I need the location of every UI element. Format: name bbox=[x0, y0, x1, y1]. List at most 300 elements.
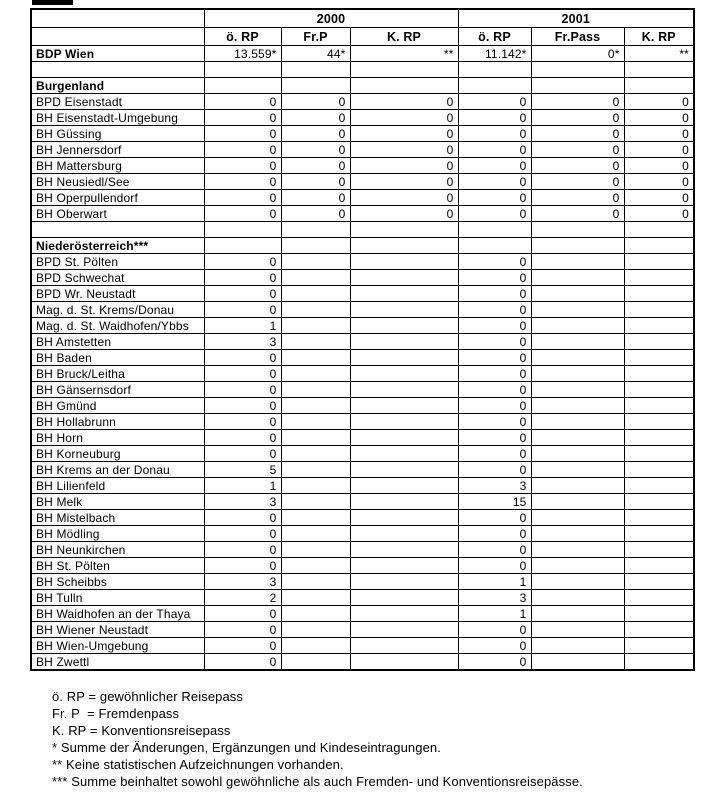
value-cell bbox=[281, 590, 350, 606]
value-cell: 0 bbox=[458, 382, 531, 398]
value-cell: 0 bbox=[531, 190, 624, 206]
value-cell bbox=[281, 350, 350, 366]
value-cell bbox=[281, 302, 350, 318]
value-cell bbox=[624, 238, 694, 254]
value-cell: 0 bbox=[624, 94, 694, 110]
row-label: BH Bruck/Leitha bbox=[31, 366, 204, 382]
year-header-row bbox=[31, 9, 694, 28]
value-cell: 0 bbox=[281, 126, 350, 142]
table-row bbox=[31, 206, 694, 222]
value-cell bbox=[350, 238, 458, 254]
value-cell bbox=[281, 334, 350, 350]
value-cell: 0 bbox=[531, 94, 624, 110]
value-cell bbox=[350, 366, 458, 382]
value-cell: 0 bbox=[204, 270, 281, 286]
value-cell: 0 bbox=[350, 190, 458, 206]
value-cell bbox=[624, 494, 694, 510]
value-cell bbox=[350, 318, 458, 334]
value-cell bbox=[281, 222, 350, 238]
value-cell: 0 bbox=[281, 142, 350, 158]
table-row bbox=[31, 334, 694, 350]
value-cell bbox=[281, 638, 350, 654]
row-label: Mag. d. St. Waidhofen/Ybbs bbox=[31, 318, 204, 334]
spacer-row bbox=[31, 62, 694, 78]
value-cell: 0 bbox=[624, 158, 694, 174]
value-cell bbox=[531, 350, 624, 366]
row-label: BH Eisenstadt-Umgebung bbox=[31, 110, 204, 126]
row-label: BH Oberwart bbox=[31, 206, 204, 222]
value-cell bbox=[281, 622, 350, 638]
column-header: Fr.Pass bbox=[531, 28, 624, 46]
table-row bbox=[31, 302, 694, 318]
row-label: BH Neusiedl/See bbox=[31, 174, 204, 190]
table-row bbox=[31, 478, 694, 494]
value-cell bbox=[624, 270, 694, 286]
value-cell: 0 bbox=[204, 558, 281, 574]
table-row bbox=[31, 654, 694, 671]
value-cell bbox=[531, 526, 624, 542]
value-cell bbox=[350, 622, 458, 638]
table-row bbox=[31, 606, 694, 622]
value-cell: 3 bbox=[204, 494, 281, 510]
row-label: BH Korneuburg bbox=[31, 446, 204, 462]
row-label: BH Wiener Neustadt bbox=[31, 622, 204, 638]
value-cell bbox=[204, 222, 281, 238]
value-cell: 3 bbox=[458, 478, 531, 494]
value-cell bbox=[350, 382, 458, 398]
value-cell: 0 bbox=[531, 158, 624, 174]
value-cell: 0 bbox=[531, 174, 624, 190]
value-cell bbox=[624, 638, 694, 654]
value-cell bbox=[350, 494, 458, 510]
value-cell: 0 bbox=[458, 110, 531, 126]
table-row bbox=[31, 174, 694, 190]
value-cell: 0 bbox=[624, 174, 694, 190]
value-cell bbox=[531, 414, 624, 430]
value-cell bbox=[350, 78, 458, 94]
corner-cell bbox=[31, 28, 204, 46]
value-cell bbox=[624, 462, 694, 478]
value-cell: 0 bbox=[204, 126, 281, 142]
value-cell: 0 bbox=[204, 206, 281, 222]
value-cell: 0 bbox=[350, 142, 458, 158]
value-cell bbox=[531, 574, 624, 590]
value-cell bbox=[624, 574, 694, 590]
value-cell bbox=[624, 414, 694, 430]
value-cell bbox=[281, 398, 350, 414]
value-cell: 0 bbox=[458, 286, 531, 302]
value-cell: 0 bbox=[624, 110, 694, 126]
value-cell bbox=[624, 478, 694, 494]
table-row bbox=[31, 462, 694, 478]
value-cell bbox=[350, 270, 458, 286]
value-cell bbox=[350, 350, 458, 366]
table-row bbox=[31, 574, 694, 590]
value-cell bbox=[204, 62, 281, 78]
footnote-line: Fr. P = Fremdenpass bbox=[52, 706, 180, 721]
value-cell: 0 bbox=[204, 94, 281, 110]
value-cell bbox=[531, 270, 624, 286]
value-cell bbox=[350, 478, 458, 494]
value-cell: 0 bbox=[458, 654, 531, 671]
value-cell bbox=[624, 446, 694, 462]
value-cell bbox=[624, 510, 694, 526]
value-cell bbox=[281, 414, 350, 430]
value-cell: 0 bbox=[204, 350, 281, 366]
value-cell: 0 bbox=[204, 606, 281, 622]
section-row bbox=[31, 78, 694, 94]
value-cell bbox=[624, 430, 694, 446]
value-cell bbox=[458, 62, 531, 78]
value-cell: 0 bbox=[350, 206, 458, 222]
value-cell: 0 bbox=[458, 398, 531, 414]
value-cell bbox=[531, 238, 624, 254]
value-cell bbox=[281, 542, 350, 558]
value-cell bbox=[531, 478, 624, 494]
value-cell bbox=[350, 302, 458, 318]
value-cell: 13.559* bbox=[204, 46, 281, 62]
value-cell: 44* bbox=[281, 46, 350, 62]
value-cell bbox=[281, 478, 350, 494]
value-cell bbox=[281, 286, 350, 302]
value-cell: 0 bbox=[458, 190, 531, 206]
row-label: BH Güssing bbox=[31, 126, 204, 142]
row-label: BH Tulln bbox=[31, 590, 204, 606]
value-cell: 0 bbox=[458, 638, 531, 654]
value-cell: 0 bbox=[458, 334, 531, 350]
value-cell bbox=[350, 558, 458, 574]
value-cell: 0 bbox=[281, 158, 350, 174]
value-cell bbox=[204, 238, 281, 254]
value-cell: 11.142* bbox=[458, 46, 531, 62]
column-header-row bbox=[31, 28, 694, 46]
row-label: BH Melk bbox=[31, 494, 204, 510]
table-row bbox=[31, 590, 694, 606]
value-cell: 3 bbox=[458, 590, 531, 606]
value-cell bbox=[531, 62, 624, 78]
row-label: BPD St. Pölten bbox=[31, 254, 204, 270]
value-cell: 15 bbox=[458, 494, 531, 510]
table-row bbox=[31, 494, 694, 510]
value-cell bbox=[281, 78, 350, 94]
value-cell: 0 bbox=[458, 622, 531, 638]
value-cell bbox=[531, 318, 624, 334]
value-cell bbox=[624, 334, 694, 350]
value-cell: 0 bbox=[204, 398, 281, 414]
footnote-line: * Summe der Änderungen, Ergänzungen und Kindeseintragungen. bbox=[52, 740, 441, 755]
year-header-2000: 2000 bbox=[204, 9, 458, 28]
value-cell bbox=[281, 558, 350, 574]
row-label: BH Neunkirchen bbox=[31, 542, 204, 558]
value-cell: 0 bbox=[458, 126, 531, 142]
value-cell bbox=[350, 286, 458, 302]
table-row bbox=[31, 142, 694, 158]
value-cell: 0 bbox=[204, 286, 281, 302]
table-row bbox=[31, 622, 694, 638]
footnote-line: K. RP = Konventionsreisepass bbox=[52, 723, 231, 738]
value-cell: 0 bbox=[458, 526, 531, 542]
value-cell: 5 bbox=[204, 462, 281, 478]
table-row bbox=[31, 350, 694, 366]
value-cell: 0 bbox=[204, 430, 281, 446]
value-cell bbox=[624, 590, 694, 606]
value-cell: 0 bbox=[281, 110, 350, 126]
value-cell: 0 bbox=[624, 206, 694, 222]
row-label: BH Scheibbs bbox=[31, 574, 204, 590]
table-row bbox=[31, 430, 694, 446]
value-cell bbox=[531, 462, 624, 478]
value-cell bbox=[281, 238, 350, 254]
value-cell: 1 bbox=[204, 318, 281, 334]
value-cell: 0 bbox=[350, 94, 458, 110]
value-cell: 0 bbox=[531, 142, 624, 158]
table-row bbox=[31, 94, 694, 110]
value-cell bbox=[350, 62, 458, 78]
value-cell bbox=[350, 606, 458, 622]
value-cell: 0 bbox=[204, 622, 281, 638]
row-label: BH Operpullendorf bbox=[31, 190, 204, 206]
column-header: K. RP bbox=[624, 28, 694, 46]
value-cell bbox=[531, 366, 624, 382]
value-cell: 0 bbox=[531, 110, 624, 126]
value-cell bbox=[350, 334, 458, 350]
column-header: Fr.P bbox=[281, 28, 350, 46]
value-cell bbox=[624, 286, 694, 302]
value-cell bbox=[624, 366, 694, 382]
value-cell bbox=[531, 446, 624, 462]
table-row bbox=[31, 398, 694, 414]
value-cell bbox=[624, 222, 694, 238]
value-cell: 0 bbox=[281, 174, 350, 190]
value-cell bbox=[531, 382, 624, 398]
value-cell: 0 bbox=[458, 158, 531, 174]
table-row bbox=[31, 382, 694, 398]
corner-cell bbox=[31, 9, 204, 28]
value-cell: 0 bbox=[458, 142, 531, 158]
table-row bbox=[31, 446, 694, 462]
value-cell: 1 bbox=[458, 606, 531, 622]
row-label: BPD Wr. Neustadt bbox=[31, 286, 204, 302]
value-cell bbox=[350, 222, 458, 238]
value-cell bbox=[204, 78, 281, 94]
value-cell: 0 bbox=[458, 366, 531, 382]
row-label: BH Lilienfeld bbox=[31, 478, 204, 494]
row-label: BH Mattersburg bbox=[31, 158, 204, 174]
value-cell bbox=[350, 542, 458, 558]
value-cell bbox=[531, 558, 624, 574]
footnote-line: ö. RP = gewöhnlicher Reisepass bbox=[52, 689, 244, 704]
column-header: ö. RP bbox=[458, 28, 531, 46]
row-label: BH Hollabrunn bbox=[31, 414, 204, 430]
row-label: Burgenland bbox=[31, 78, 204, 94]
value-cell bbox=[281, 526, 350, 542]
value-cell: 0 bbox=[350, 158, 458, 174]
row-label: BH Gänsernsdorf bbox=[31, 382, 204, 398]
value-cell bbox=[458, 238, 531, 254]
value-cell: 3 bbox=[204, 574, 281, 590]
value-cell: 0 bbox=[458, 270, 531, 286]
value-cell: 0 bbox=[204, 382, 281, 398]
table-row bbox=[31, 558, 694, 574]
value-cell: 0 bbox=[458, 350, 531, 366]
value-cell bbox=[624, 318, 694, 334]
value-cell bbox=[624, 382, 694, 398]
value-cell: 0 bbox=[458, 302, 531, 318]
value-cell: 0 bbox=[204, 302, 281, 318]
value-cell: 0 bbox=[458, 462, 531, 478]
value-cell: 0 bbox=[458, 94, 531, 110]
row-label: BH Zwettl bbox=[31, 654, 204, 671]
value-cell: 0 bbox=[204, 190, 281, 206]
value-cell: 0 bbox=[458, 558, 531, 574]
value-cell bbox=[624, 606, 694, 622]
value-cell bbox=[281, 446, 350, 462]
value-cell bbox=[531, 606, 624, 622]
value-cell bbox=[458, 78, 531, 94]
value-cell bbox=[281, 430, 350, 446]
value-cell: ** bbox=[350, 46, 458, 62]
value-cell bbox=[350, 590, 458, 606]
column-header: ö. RP bbox=[204, 28, 281, 46]
value-cell: 0 bbox=[204, 654, 281, 671]
value-cell: 0 bbox=[204, 446, 281, 462]
table-row bbox=[31, 366, 694, 382]
value-cell bbox=[624, 558, 694, 574]
value-cell bbox=[624, 78, 694, 94]
row-label: Mag. d. St. Krems/Donau bbox=[31, 302, 204, 318]
value-cell: 1 bbox=[204, 478, 281, 494]
value-cell: 0 bbox=[204, 142, 281, 158]
value-cell bbox=[531, 494, 624, 510]
table-row bbox=[31, 270, 694, 286]
passport-statistics-table bbox=[30, 8, 695, 671]
row-label: BH St. Pölten bbox=[31, 558, 204, 574]
value-cell: 0* bbox=[531, 46, 624, 62]
row-label: BH Horn bbox=[31, 430, 204, 446]
value-cell bbox=[281, 654, 350, 671]
column-header: K. RP bbox=[350, 28, 458, 46]
row-label: BH Wien-Umgebung bbox=[31, 638, 204, 654]
value-cell bbox=[624, 398, 694, 414]
value-cell bbox=[281, 510, 350, 526]
row-label: BH Baden bbox=[31, 350, 204, 366]
value-cell: 0 bbox=[458, 254, 531, 270]
value-cell bbox=[531, 254, 624, 270]
table-row bbox=[31, 318, 694, 334]
value-cell bbox=[531, 638, 624, 654]
value-cell: 0 bbox=[531, 206, 624, 222]
row-label: BH Jennersdorf bbox=[31, 142, 204, 158]
table-body bbox=[31, 46, 694, 671]
row-label: BPD Eisenstadt bbox=[31, 94, 204, 110]
value-cell bbox=[350, 638, 458, 654]
row-label: BH Waidhofen an der Thaya bbox=[31, 606, 204, 622]
scan-artifact bbox=[32, 0, 73, 5]
value-cell: 0 bbox=[204, 254, 281, 270]
value-cell bbox=[350, 462, 458, 478]
value-cell bbox=[531, 542, 624, 558]
value-cell: 0 bbox=[458, 174, 531, 190]
value-cell bbox=[624, 62, 694, 78]
value-cell bbox=[531, 222, 624, 238]
value-cell: 0 bbox=[204, 526, 281, 542]
value-cell bbox=[350, 446, 458, 462]
footnotes bbox=[52, 688, 583, 790]
value-cell bbox=[458, 222, 531, 238]
value-cell bbox=[531, 430, 624, 446]
value-cell bbox=[624, 622, 694, 638]
value-cell bbox=[281, 462, 350, 478]
value-cell: 0 bbox=[204, 638, 281, 654]
row-label: BH Amstetten bbox=[31, 334, 204, 350]
value-cell: 0 bbox=[458, 510, 531, 526]
row-label: BDP Wien bbox=[31, 46, 204, 62]
value-cell: 0 bbox=[458, 542, 531, 558]
table-row bbox=[31, 254, 694, 270]
value-cell: 2 bbox=[204, 590, 281, 606]
value-cell: 0 bbox=[624, 142, 694, 158]
spacer-row bbox=[31, 222, 694, 238]
value-cell: 0 bbox=[204, 542, 281, 558]
value-cell bbox=[531, 334, 624, 350]
row-label bbox=[31, 62, 204, 78]
value-cell bbox=[281, 382, 350, 398]
row-label: BPD Schwechat bbox=[31, 270, 204, 286]
row-label: BH Mödling bbox=[31, 526, 204, 542]
value-cell: ** bbox=[624, 46, 694, 62]
row-label bbox=[31, 222, 204, 238]
value-cell: 0 bbox=[281, 206, 350, 222]
value-cell bbox=[350, 398, 458, 414]
table-row bbox=[31, 158, 694, 174]
row-label: BH Krems an der Donau bbox=[31, 462, 204, 478]
value-cell: 0 bbox=[281, 94, 350, 110]
value-cell: 0 bbox=[204, 158, 281, 174]
table-row bbox=[31, 638, 694, 654]
value-cell bbox=[350, 654, 458, 671]
value-cell bbox=[350, 430, 458, 446]
table-row bbox=[31, 110, 694, 126]
row-label: BH Gmünd bbox=[31, 398, 204, 414]
value-cell: 0 bbox=[458, 206, 531, 222]
footnote-line: ** Keine statistischen Aufzeichnungen vorhanden. bbox=[52, 757, 344, 772]
value-cell bbox=[531, 286, 624, 302]
value-cell bbox=[281, 254, 350, 270]
value-cell bbox=[624, 350, 694, 366]
table-row bbox=[31, 526, 694, 542]
value-cell bbox=[531, 510, 624, 526]
footnote-line: *** Summe beinhaltet sowohl gewöhnliche als auch Fremden- und Konventionsreisepässe. bbox=[52, 774, 583, 789]
value-cell: 0 bbox=[204, 174, 281, 190]
value-cell bbox=[531, 622, 624, 638]
value-cell bbox=[281, 494, 350, 510]
value-cell bbox=[624, 526, 694, 542]
value-cell: 0 bbox=[204, 110, 281, 126]
value-cell: 0 bbox=[531, 126, 624, 142]
table-row bbox=[31, 190, 694, 206]
value-cell: 0 bbox=[350, 126, 458, 142]
value-cell: 0 bbox=[204, 366, 281, 382]
value-cell bbox=[281, 606, 350, 622]
value-cell bbox=[281, 270, 350, 286]
value-cell bbox=[531, 654, 624, 671]
value-cell bbox=[281, 318, 350, 334]
value-cell: 3 bbox=[204, 334, 281, 350]
row-label: BH Mistelbach bbox=[31, 510, 204, 526]
value-cell bbox=[350, 510, 458, 526]
table-row bbox=[31, 542, 694, 558]
value-cell: 0 bbox=[458, 430, 531, 446]
